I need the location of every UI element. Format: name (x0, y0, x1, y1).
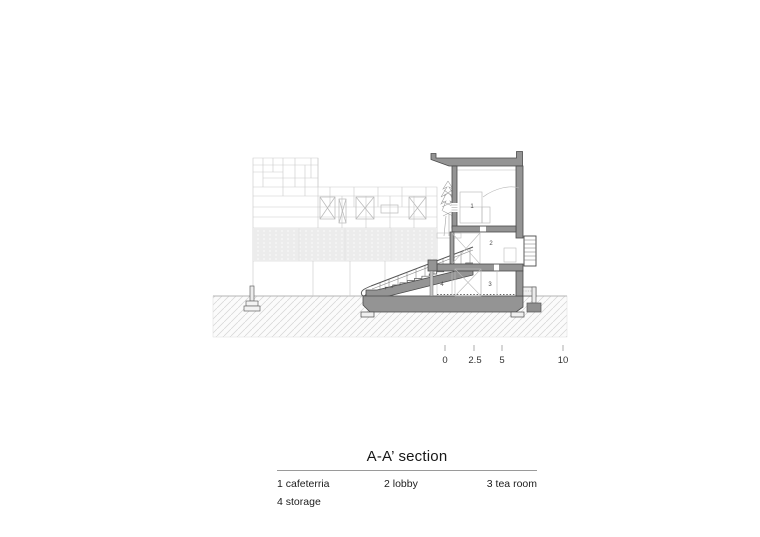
scale-bar (442, 345, 568, 366)
scale-tick-2-5: 2.5 (468, 355, 482, 366)
scale-tick-0: 0 (442, 355, 448, 366)
section-title: A-A’ section (366, 448, 448, 465)
elevation-windows (320, 197, 426, 223)
foundation-slab (363, 296, 523, 312)
legend-row-2 (277, 496, 537, 508)
room-label-tearoom: 3 (488, 282, 492, 288)
title-block (277, 448, 537, 508)
room-label-lobby: 2 (489, 241, 493, 247)
legend-item-cafeterria: 1 cafeterria (277, 478, 330, 490)
room-label-storage: 4 (440, 282, 444, 288)
scale-tick-5: 5 (499, 355, 505, 366)
legend-item-tea-room: 3 tea room (486, 478, 537, 490)
legend-item-lobby: 2 lobby (384, 478, 418, 490)
roof-slab (431, 152, 523, 167)
scale-tick-10: 10 (557, 355, 569, 366)
title-divider (277, 470, 537, 471)
elevation-brick-band (253, 228, 437, 261)
room-label-cafeterria: 1 (470, 204, 474, 210)
legend-row-1 (277, 478, 537, 491)
legend-item-storage: 4 storage (277, 496, 321, 508)
rear-elevation (253, 158, 437, 296)
